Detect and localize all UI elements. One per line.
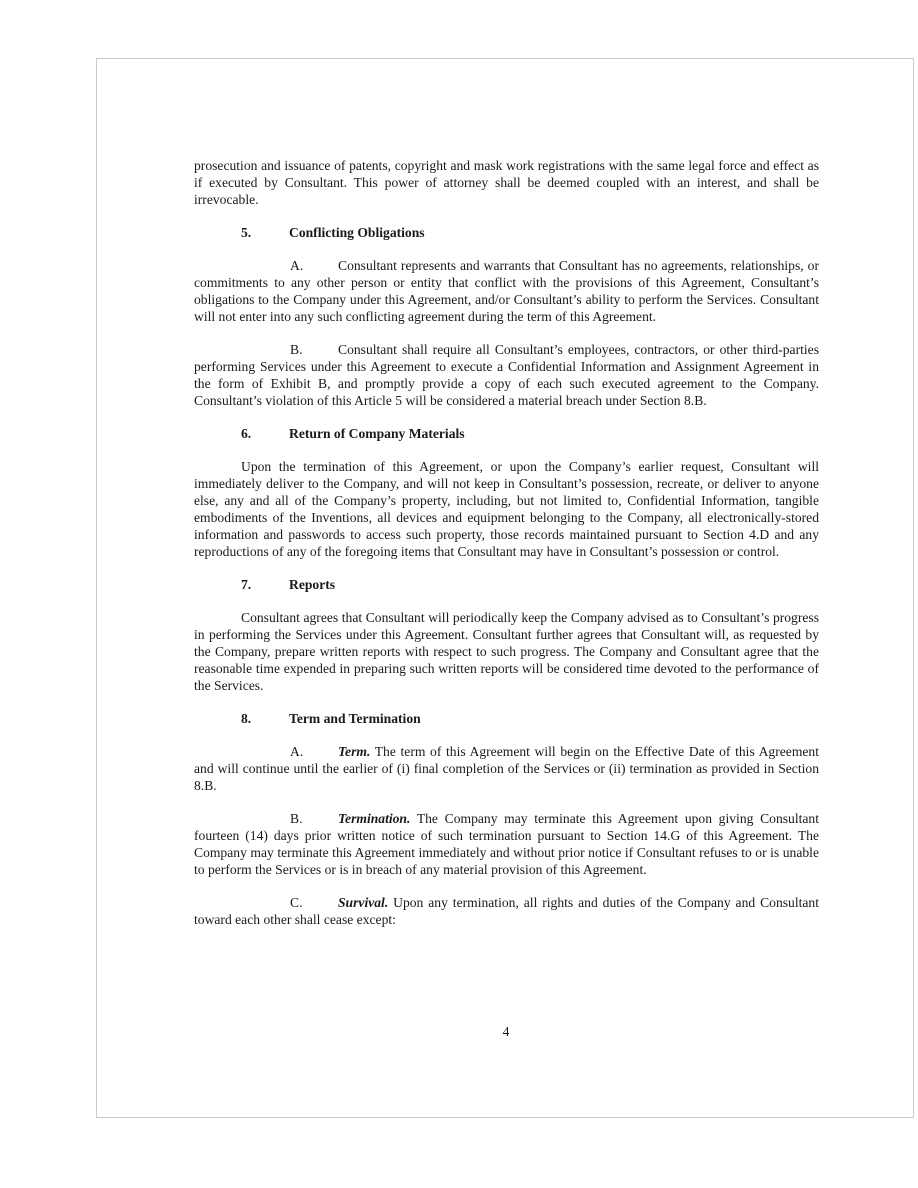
page-number: 4	[502, 1024, 510, 1039]
section-title: Term and Termination	[289, 711, 421, 726]
term-period: .	[407, 811, 411, 826]
section-number: 8.	[241, 711, 252, 726]
defined-term: Termination	[338, 811, 407, 826]
defined-term: Term	[338, 744, 367, 759]
term-period: .	[366, 744, 371, 759]
section-6-paragraph: Upon the termination of this Agreement, or upon the Company’s earlier request, Consultant will immediately deliver to the Company, and will not keep in Consultant’s possession, recreate, or deliver to anyone else, any and all of the Company’s property, including, but not limited to, Confidential Information, tangible embodiments of the Inventions, all devices and equipment belonging to the Company, all electronically-stored information and passwords to access such property, those records maintained pursuant to Section 4.D and any reproductions of any of the foregoing items that Consultant may have in Consultant’s possession or control.	[194, 459, 819, 559]
document-body	[194, 157, 819, 944]
section-heading-6	[194, 425, 819, 442]
subsection-text: Consultant represents and warrants that Consultant has no agreements, relationships, or commitments to any other person or entity that conflict with the provisions of this Agreement, Consultant’s obligations to the Company under this Agreement, and/or Consultant’s ability to perform the Services. Consultant will not enter into any such conflicting agreement during the term of this Agreement.	[194, 258, 819, 324]
subsection-letter: C.	[290, 895, 303, 910]
section-number: 6.	[241, 426, 252, 441]
subsection-5a	[194, 257, 819, 325]
section-title: Return of Company Materials	[289, 426, 465, 441]
section-number: 5.	[241, 225, 252, 240]
subsection-letter: A.	[290, 744, 304, 759]
subsection-letter: A.	[290, 258, 304, 273]
section-title: Conflicting Obligations	[289, 225, 425, 240]
term-period: .	[384, 895, 389, 910]
subsection-8c	[194, 894, 819, 928]
section-title: Reports	[289, 577, 336, 592]
subsection-letter: B.	[290, 811, 303, 826]
subsection-text: The term of this Agreement will begin on the Effective Date of this Agreement and will continue until the earlier of (i) final completion of the Services or (ii) termination as provided in Section 8.B.	[194, 744, 819, 793]
subsection-text: Consultant shall require all Consultant’s employees, contractors, or other third-parties performing Services under this Agreement to execute a Confidential Information and Assignment Agreement in the form of Exhibit B, and promptly provide a copy of each such executed agreement to the Company. Consultant’s violation of this Article 5 will be considered a material breach under Section 8.B.	[194, 342, 819, 408]
subsection-letter: B.	[290, 342, 303, 357]
section-heading-8	[194, 710, 819, 727]
subsection-8a	[194, 743, 819, 794]
section-7-paragraph: Consultant agrees that Consultant will periodically keep the Company advised as to Consultant’s progress in performing the Services under this Agreement. Consultant further agrees that Consultant will, as requested by the Company, prepare written reports with respect to such progress. The Company and Consultant agree that the reasonable time expended in preparing such written reports will be considered time devoted to the performance of the Services.	[194, 610, 819, 693]
document-page	[96, 58, 914, 1118]
subsection-text: Upon any termination, all rights and duties of the Company and Consultant toward each other shall cease except:	[194, 895, 819, 927]
section-heading-7	[194, 576, 819, 593]
defined-term: Survival	[338, 895, 385, 910]
section-heading-5	[194, 224, 819, 241]
subsection-text: The Company may terminate this Agreement upon giving Consultant fourteen (14) days prior written notice of such termination pursuant to Section 14.G of this Agreement. The Company may terminate this Agreement immediately and without prior notice if Consultant refuses to or is unable to perform the Services or is in breach of any material provision of this Agreement.	[194, 811, 819, 877]
section-number: 7.	[241, 577, 252, 592]
subsection-8b	[194, 810, 819, 878]
subsection-5b	[194, 341, 819, 409]
intro-paragraph: prosecution and issuance of patents, copyright and mask work registrations with the same legal force and effect as if executed by Consultant. This power of attorney shall be deemed coupled with an interest, and shall be irrevocable.	[194, 158, 819, 207]
